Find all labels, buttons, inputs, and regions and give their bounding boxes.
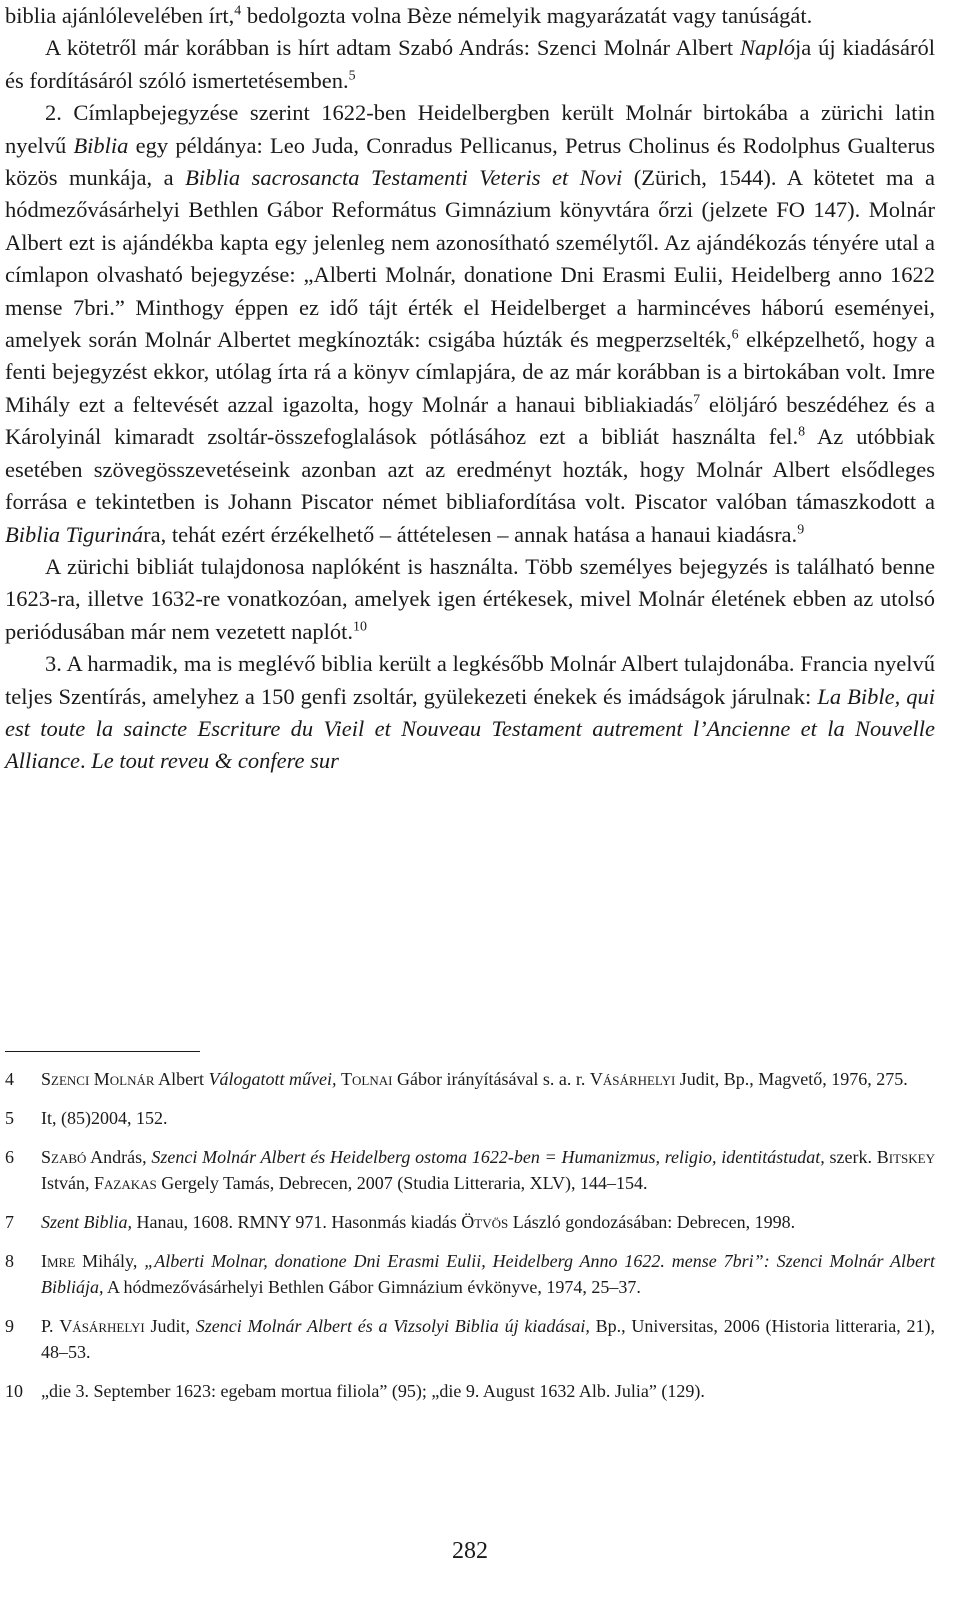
text-run: biblia ajánlólevelében írt, [5,3,235,28]
paragraph-5 [5,648,935,778]
text-run: bedolgozta volna Bèze némelyik magyarázatát vagy tanúságát. [241,3,813,28]
footnote-number: 10 [5,1381,23,1401]
italic-title: Biblia sacrosancta Testamenti Veteris et Novi [185,165,623,191]
text-run: István, [41,1173,94,1193]
text-run: egy példánya: Leo Juda, Conradus Pellicanus, Petrus Cholinus és Rodolphus Gualterus közös munkája, a [5,132,935,191]
text-run: (Zürich, 1544). A kötetet ma a hódmezővásárhelyi Bethlen Gábor Református Gimnázium könyvtára őrzi (jelzete FO 147). Molnár Albert ezt is ajándékba kapta egy jelenleg nem azonosítható személytől. Az ajándékozás tényére utal a címlapon olvasható bejegyzése: „Alberti Molnár, donatione Dni Erasmi Eulii, Heidelberg anno 1622 mense 7bri.” Minthogy éppen ez idő tájt érték el Heidelberget a harmincéves háború eseményei, amelyek során Molnár Albertet megkínozták: csigába húzták és megperzselték, [5,165,935,353]
author-name: Vásárhelyi [589,1069,676,1089]
paragraph-2 [5,32,935,97]
text-run: András, [86,1147,152,1167]
text-run: Az utóbbiak esetében szövegösszevetéseink azonban azt az eredményt hozták, hogy Molnár Albert elsődleges forrása e tekintetben is Johann Piscator német bibliafordítása volt. Piscator valóban támaszkodott a [5,424,936,515]
italic-title: Válogatott művei, [208,1069,337,1089]
text-run: A kötetről már korábban is hírt adtam Szabó András: Szenci Molnár Albert [45,35,740,61]
italic-title: Biblia Tiguriná [5,521,144,547]
footnote-ref-9[interactable]: 9 [797,522,805,537]
author-name: Bitskey [876,1147,936,1167]
text-run: ra, tehát ezért érzékelhető – áttételesen – annak hatása a hanaui kiadásra. [143,521,798,547]
footnote-ref-7[interactable]: 7 [693,392,701,408]
italic-title: Szenci Molnár Albert és a Vizsolyi Biblia új kiadásai, [195,1316,590,1336]
text-run: Gábor irányításával s. a. r. [392,1069,590,1089]
footnote-ref-5[interactable]: 5 [348,68,356,84]
author-name: Ötvös [461,1212,509,1232]
paragraph-3 [5,97,935,551]
text-run: . [79,748,92,774]
footnote-10 [5,1378,935,1404]
author-name: Vásárhelyi [59,1316,145,1336]
author-name: Fazakas [94,1173,157,1193]
footnote-number: 5 [5,1108,14,1128]
paragraph-1 [5,0,935,32]
italic-title: Napló [740,35,796,61]
italic-title: „Alberti Molnar, donatione Dni Erasmi Eulii, Heidelberg Anno 1622. mense 7bri”: Szenci Molnár Albert Bibliája, [41,1251,936,1297]
footnote-number: 9 [5,1316,14,1336]
text-run: Bp., Universitas, 2006 (Historia litteraria, 21), 48–53. [41,1316,935,1362]
italic-title: Szenci Molnár Albert és Heidelberg ostoma 1622-ben = Humanizmus, religio, identitástudat, [151,1147,825,1167]
footnote-7 [5,1209,935,1235]
text-run: 2. Címlapbejegyzése szerint 1622-ben Heidelbergben került Molnár birtokába a zürichi latin nyelvű [5,100,935,158]
text-run: Judit, Bp., Magvető, 1976, 275. [675,1069,908,1089]
footnote-8 [5,1248,935,1300]
footnote-4 [5,1066,935,1092]
text-run: Gergely Tamás, Debrecen, 2007 (Studia Litteraria, XLV), 144–154. [156,1173,648,1193]
footnotes [5,1066,935,1417]
footnote-ref-10[interactable]: 10 [353,619,367,635]
footnote-5 [5,1105,935,1131]
text-run: A zürichi bibliát tulajdonosa naplóként is használta. Több személyes bejegyzés is található benne 1623-ra, illetve 1632-re vonatkozóan, amelyek igen értékesek, mivel Molnár életének ebben az utolsó periódusában már nem vezetett naplót. [5,553,935,644]
text-run: László gondozásában: Debrecen, 1998. [508,1212,796,1232]
text-run: ja új kiadásáról és fordításáról szóló ismertetésemben. [5,35,935,93]
italic-title: Szent Biblia, [41,1212,132,1232]
footnote-ref-8[interactable]: 8 [798,424,806,440]
footnote-6 [5,1144,935,1196]
italic-title: La Bible, qui est toute la saincte Escriture du Vieil et Nouveau Testament autrement l’Ancienne et la Nouvelle Alliance [5,683,935,774]
footnote-number: 7 [5,1212,14,1232]
footnote-number: 8 [5,1251,14,1271]
author-name: Szabó [41,1147,87,1167]
italic-title: Le tout reveu & confere sur [91,748,339,774]
author-name: Imre [41,1251,76,1271]
footnote-number: 4 [5,1069,14,1089]
text-run: A hódmezővásárhelyi Bethlen Gábor Gimnázium évkönyve, 1974, 25–37. [103,1277,641,1297]
footnote-ref-6[interactable]: 6 [731,327,739,343]
text-run: P. [41,1316,60,1336]
text-run: Albert [154,1069,209,1089]
footnote-divider [5,1051,200,1052]
text-run: Judit, [144,1316,196,1336]
author-name: Szenci Molnár [41,1069,155,1089]
text-run: szerk. [824,1147,877,1167]
paragraph-4 [5,551,935,648]
footnote-ref-4[interactable]: 4 [234,3,242,19]
text-run: It, (85)2004, 152. [41,1108,168,1128]
text-run: elöljáró beszédéhez és a Károlyinál kimaradt zsoltár-összefoglalások pótlásához ezt a bibliát használta fel. [5,391,936,450]
text-run: Mihály, [75,1251,145,1271]
text-run: 3. A harmadik, ma is meglévő biblia került a legkésőbb Molnár Albert tulajdonába. Francia nyelvű teljes Szentírás, amelyhez a 150 genfi zsoltár, gyülekezeti énekek és imádságok járulnak: [5,651,935,709]
author-name: Tolnai [341,1069,393,1089]
italic-title: Biblia [73,132,129,158]
main-text [5,0,935,778]
footnote-number: 6 [5,1147,14,1167]
text-run: „die 3. September 1623: egebam mortua filiola” (95); „die 9. August 1632 Alb. Julia” (129). [41,1381,705,1401]
text-run: Hanau, 1608. RMNY 971. Hasonmás kiadás [132,1212,462,1232]
text-run: elképzelhető, hogy a fenti bejegyzést ekkor, utólag írta rá a könyv címlapjára, de az már korábban is a birtokában volt. Imre Mihály ezt a feltevését azzal igazolta, hogy Molnár a hanaui bibliakiadás [5,327,935,417]
footnote-9 [5,1313,935,1365]
page-number: 282 [452,1538,488,1564]
